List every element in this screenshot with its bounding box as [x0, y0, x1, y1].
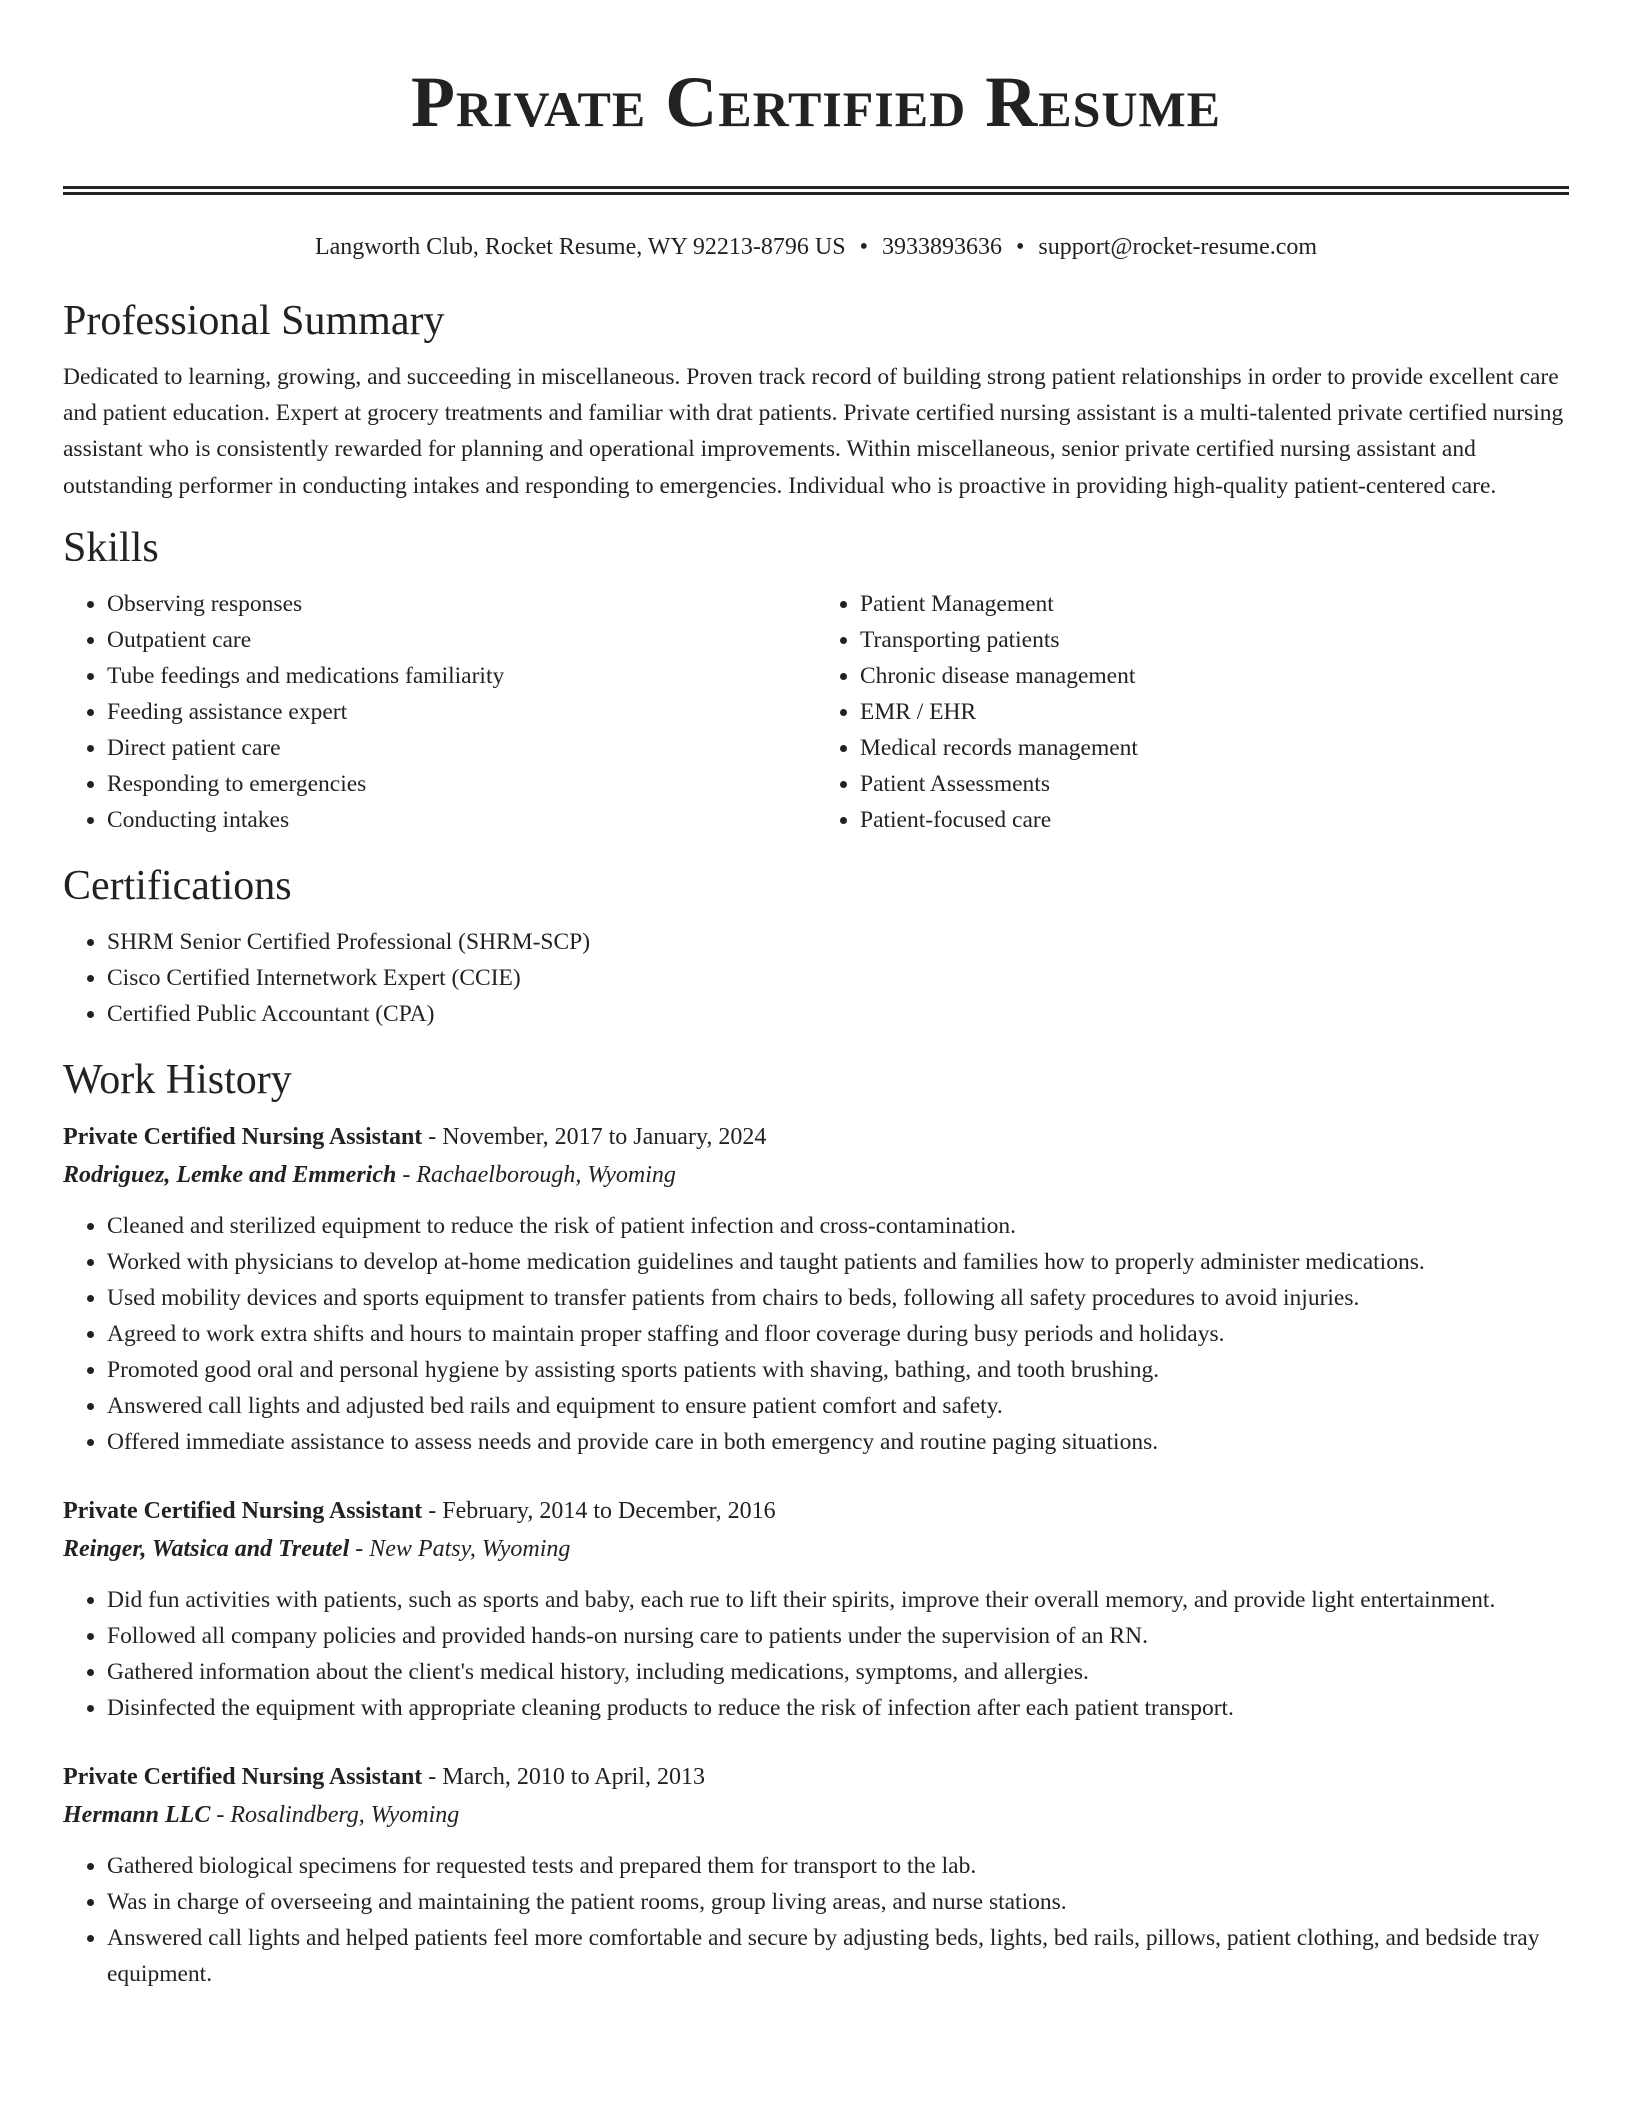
skill-item: • Medical records management — [860, 730, 1569, 766]
job-bullet: • Worked with physicians to develop at-home medication guidelines and taught patients and families how to properly administer medications. — [107, 1244, 1569, 1280]
job-dash: - — [210, 1801, 231, 1828]
job-title: Private Certified Nursing Assistant — [63, 1123, 423, 1150]
work-history-heading: Work History — [63, 1056, 292, 1103]
job-location: New Patsy, Wyoming — [369, 1535, 571, 1562]
job-bullets — [63, 1582, 1569, 1726]
job-company: Hermann LLC — [63, 1801, 211, 1828]
job-dash: - — [422, 1123, 443, 1150]
skill-item: • Patient Assessments — [860, 766, 1569, 802]
certification-item: • Cisco Certified Internetwork Expert (CCIE) — [107, 960, 1569, 996]
job-entry — [63, 1492, 1569, 1726]
contact-address: Langworth Club, Rocket Resume, WY 92213-8796 US — [314, 234, 846, 260]
skill-item: • Transporting patients — [860, 622, 1569, 658]
job-title: Private Certified Nursing Assistant — [63, 1497, 423, 1524]
job-bullet: • Agreed to work extra shifts and hours to maintain proper staffing and floor coverage during busy periods and holidays. — [107, 1316, 1569, 1352]
contact-phone: 3933893636 — [881, 234, 1002, 260]
job-bullet: • Followed all company policies and provided hands-on nursing care to patients under the supervision of an RN. — [107, 1618, 1569, 1654]
job-bullet: • Promoted good oral and personal hygiene by assisting sports patients with shaving, bathing, and tooth brushing. — [107, 1352, 1569, 1388]
job-entry — [63, 1118, 1569, 1460]
skill-item: • Tube feedings and medications familiarity — [107, 658, 816, 694]
job-bullet: • Offered immediate assistance to assess needs and provide care in both emergency and routine paging situations. — [107, 1424, 1569, 1460]
job-title-line — [63, 1118, 1569, 1156]
job-company-line — [63, 1796, 1569, 1834]
job-dash: - — [396, 1161, 417, 1188]
resume-title: Private Certified Resume — [410, 62, 1222, 142]
job-company-line — [63, 1530, 1569, 1568]
job-location: Rosalindberg, Wyoming — [230, 1801, 460, 1828]
skill-item: • Observing responses — [107, 586, 816, 622]
job-bullet: • Gathered biological specimens for requested tests and prepared them for transport to the lab. — [107, 1848, 1569, 1884]
certification-item: • SHRM Senior Certified Professional (SHRM-SCP) — [107, 924, 1569, 960]
skills-heading: Skills — [63, 524, 159, 571]
job-dates: March, 2010 to April, 2013 — [442, 1763, 705, 1790]
job-bullet: • Did fun activities with patients, such as sports and baby, each rue to lift their spirits, improve their overall memory, and provide light entertainment. — [107, 1582, 1569, 1618]
skill-item: • Feeding assistance expert — [107, 694, 816, 730]
skill-item: • Conducting intakes — [107, 802, 816, 838]
skill-item: • Outpatient care — [107, 622, 816, 658]
skill-item: • EMR / EHR — [860, 694, 1569, 730]
job-title: Private Certified Nursing Assistant — [63, 1763, 423, 1790]
certification-item: • Certified Public Accountant (CPA) — [107, 996, 1569, 1032]
job-bullet: • Answered call lights and helped patients feel more comfortable and secure by adjusting beds, lights, bed rails, pillows, patient clothing, and bedside tray equipment. — [107, 1920, 1569, 1992]
skill-item: • Patient-focused care — [860, 802, 1569, 838]
job-bullet: • Used mobility devices and sports equipment to transfer patients from chairs to beds, following all safety procedures to avoid injuries. — [107, 1280, 1569, 1316]
skill-item: • Responding to emergencies — [107, 766, 816, 802]
summary-heading: Professional Summary — [63, 298, 445, 344]
job-company: Reinger, Watsica and Treutel — [63, 1535, 350, 1562]
job-location: Rachaelborough, Wyoming — [416, 1161, 676, 1188]
job-bullet: • Gathered information about the client's medical history, including medications, symptoms, and allergies. — [107, 1654, 1569, 1690]
job-dash: - — [422, 1763, 443, 1790]
certifications-heading: Certifications — [63, 862, 292, 909]
skill-item: • Chronic disease management — [860, 658, 1569, 694]
skills-column-right — [816, 586, 1569, 838]
job-dates: November, 2017 to January, 2024 — [442, 1123, 767, 1150]
job-bullet: • Disinfected the equipment with appropriate cleaning products to reduce the risk of infection after each patient transport. — [107, 1690, 1569, 1726]
job-dash: - — [349, 1535, 370, 1562]
skills-list — [63, 586, 1569, 838]
contact-email: support@rocket-resume.com — [1038, 234, 1318, 260]
job-bullets — [63, 1208, 1569, 1460]
job-bullet: • Was in charge of overseeing and maintaining the patient rooms, group living areas, and nurse stations. — [107, 1884, 1569, 1920]
skills-column-left — [63, 586, 816, 838]
job-title-line — [63, 1758, 1569, 1796]
contact-line — [63, 231, 1569, 263]
job-bullet: • Cleaned and sterilized equipment to reduce the risk of patient infection and cross-contamination. — [107, 1208, 1569, 1244]
summary-text: Dedicated to learning, growing, and succeeding in miscellaneous. Proven track record of building strong patient relationships in order to provide excellent care and patient education. Expert at grocery treatments and familiar with drat patients. Private certified nursing assistant is a multi-talented private certified nursing assistant who is consistently rewarded for planning and operational improvements. Within miscellaneous, senior private certified nursing assistant and outstanding performer in conducting intakes and responding to emergencies. Individual who is proactive in providing high-quality patient-centered care. — [63, 364, 1564, 499]
title-divider — [63, 186, 1569, 195]
job-dash: - — [422, 1497, 443, 1524]
contact-separator: • — [1015, 234, 1025, 260]
certifications-list — [63, 924, 1569, 1032]
skill-item: • Direct patient care — [107, 730, 816, 766]
job-title-line — [63, 1492, 1569, 1530]
job-company: Rodriguez, Lemke and Emmerich — [63, 1161, 397, 1188]
job-bullets — [63, 1848, 1569, 1992]
job-dates: February, 2014 to December, 2016 — [442, 1497, 776, 1524]
contact-separator: • — [859, 234, 868, 260]
job-company-line — [63, 1156, 1569, 1194]
job-entry — [63, 1758, 1569, 1992]
job-bullet: • Answered call lights and adjusted bed rails and equipment to ensure patient comfort and safety. — [107, 1388, 1569, 1424]
skill-item: • Patient Management — [860, 586, 1569, 622]
